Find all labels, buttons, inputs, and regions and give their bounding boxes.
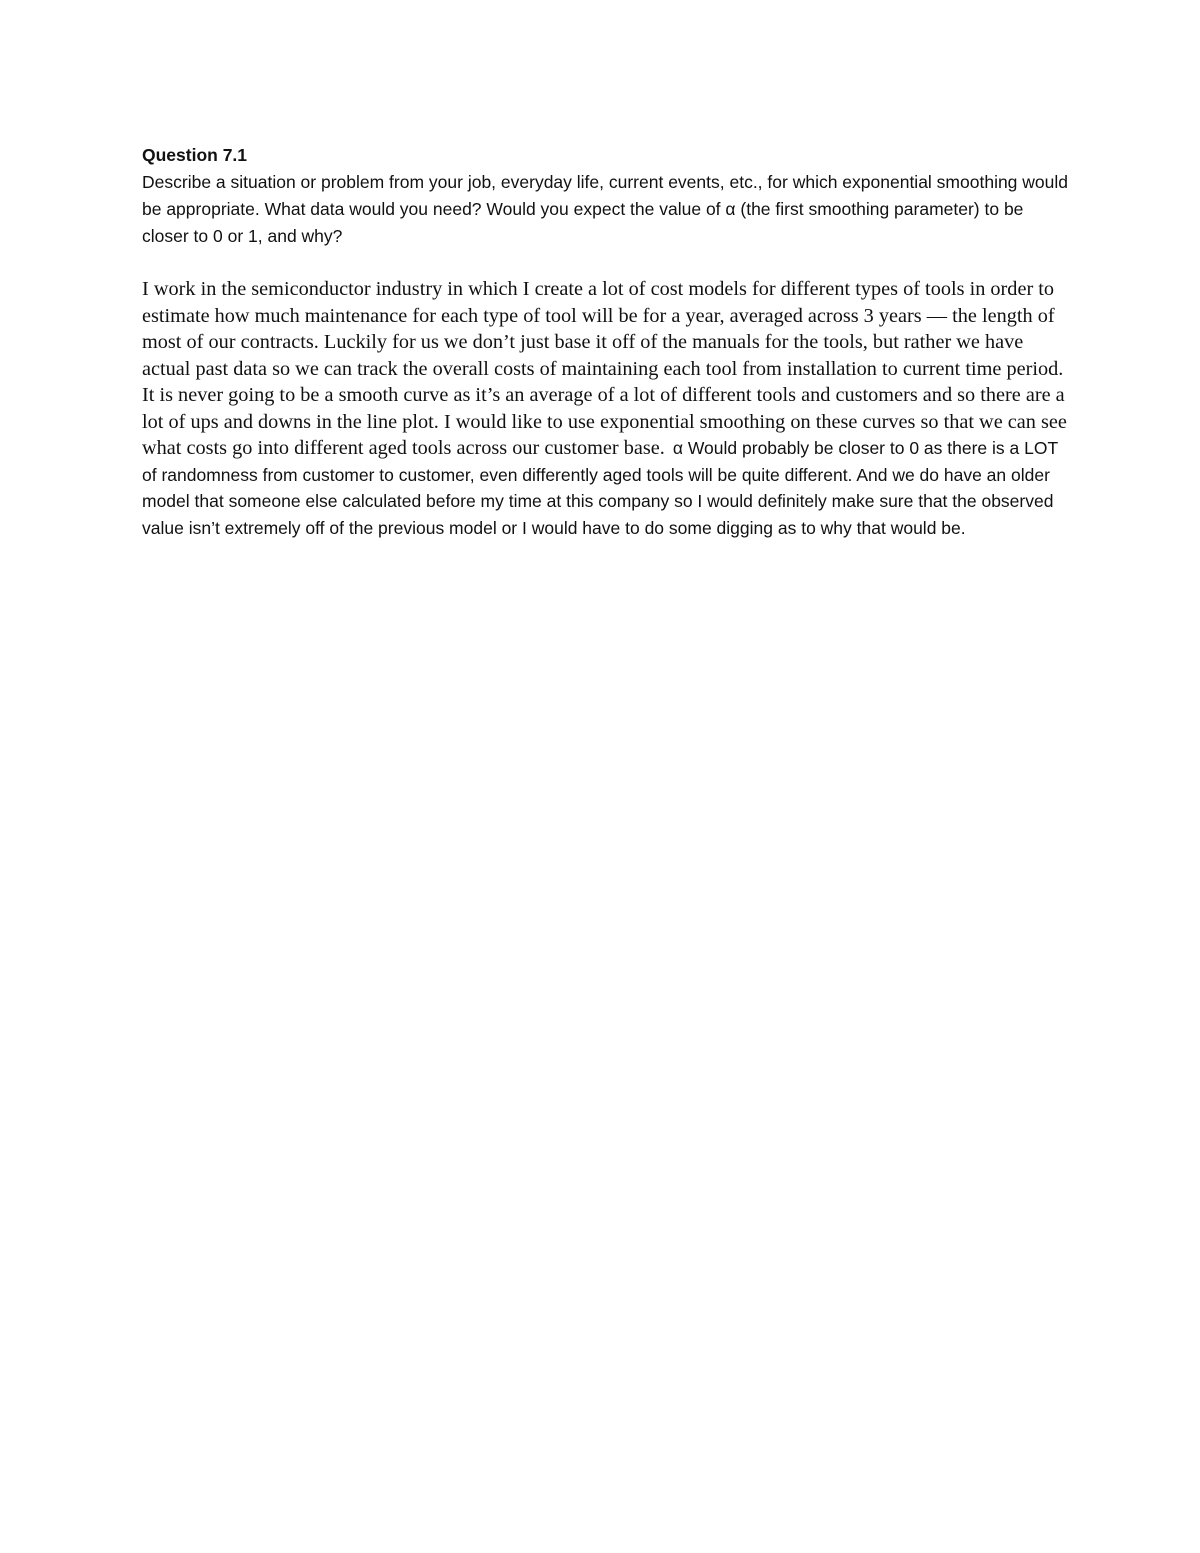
answer-paragraph-serif: I work in the semiconductor industry in which I create a lot of cost models for different types of tools in order to estimate how much maintenance for each type of tool will be for a year, averaged across 3 years — the length of most of our contracts. Luckily for us we don’t just base it off of the manuals for the tools, but rather we have actual past data so we can track the overall costs of maintaining each tool from installation to current time period. It is never going to be a smooth curve as it’s an average of a lot of different tools and customers and so there are a lot of ups and downs in the line plot. I would like to use exponential smoothing on these curves so that we can see what costs go into different aged tools across our customer base.: [142, 278, 1067, 459]
question-title: Question 7.1: [142, 145, 248, 165]
question-prompt: Describe a situation or problem from your job, everyday life, current events, etc., for which exponential smoothing would be appropriate. What data would you need? Would you expect the value of α (the first smoothing parameter) to be closer to 0 or 1, and why?: [142, 172, 1069, 246]
question-section: [142, 142, 1072, 250]
answer-paragraph-sans: α Would probably be closer to 0 as there is a LOT of randomness from customer to customer, even differently aged tools will be quite different. And we do have an older model that someone else calculated before my time at this company so I would definitely make sure that the observed value isn’t extremely off of the previous model or I would have to do some digging as to why that would be.: [142, 438, 1058, 538]
answer-section: [142, 276, 1067, 541]
